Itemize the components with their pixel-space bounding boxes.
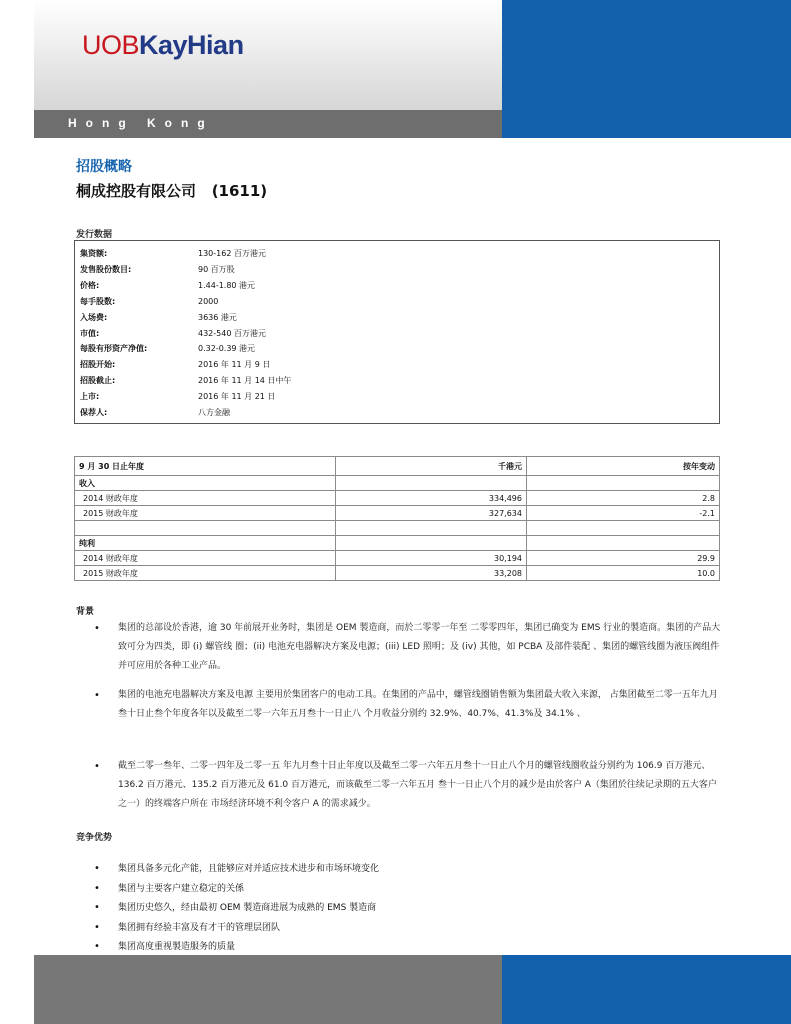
issue-label: 集资额: xyxy=(80,249,108,258)
table-row: 2014 财政年度 30,194 29.9 xyxy=(75,551,720,566)
issue-value: 432-540 百万港元 xyxy=(198,328,266,338)
bullet: • xyxy=(94,761,100,772)
advantages-section-title: 竞争优势 xyxy=(76,833,113,843)
issue-row xyxy=(80,391,275,402)
advantage-text: 集团与主要客户建立稳定的关係 xyxy=(118,883,245,894)
issue-value: 2016 年 11 月 14 日中午 xyxy=(198,376,292,386)
list-item xyxy=(94,900,376,913)
issue-value: 2016 年 11 月 21 日 xyxy=(198,392,276,402)
table-header-row xyxy=(75,457,720,476)
header-period: 9 月 30 日止年度 xyxy=(75,457,336,476)
table-row: 2014 财政年度 334,496 2.8 xyxy=(75,491,720,506)
header-value: 千港元 xyxy=(336,457,527,476)
advantage-text: 集团具备多元化产能，且能够应对并适应技术进步和市场环境变化 xyxy=(118,864,380,874)
advantage-text: 集团拥有经验丰富及有才干的管理层团队 xyxy=(118,922,281,933)
issue-value: 130-162 百万港元 xyxy=(198,249,266,258)
issue-value: 2016 年 11 月 9 日 xyxy=(198,360,271,370)
issue-label: 招股截止: xyxy=(80,376,116,386)
table-row xyxy=(75,476,720,491)
list-item xyxy=(94,861,379,874)
header-blue-block xyxy=(502,0,791,138)
uob-kayhian-logo: UOBKayHian xyxy=(82,30,244,60)
issue-label: 发售股份数目: xyxy=(80,264,132,274)
issue-value: 3636 港元 xyxy=(198,312,237,322)
issue-value: 90 百万股 xyxy=(198,264,235,274)
issue-row xyxy=(80,280,255,291)
issue-row xyxy=(80,296,218,307)
background-paragraph: 集团的总部设於香港，逾 30 年前展开业务时，集团是 OEM 製造商，而於二零零一年至 二零零四年，集团已确变为 EMS 行业的製造商。集团的产品大致可分为四类，即 (i) 螺管线 圈；(ii) 电池充电器解决方案及电源；(iii) LED 照明；及 (iv) 其他，如 PCBA 及部件装配 、集团的螺管线圈为液压阀组件并可应用於各种工业产品。 xyxy=(118,623,721,671)
issue-row xyxy=(80,328,266,339)
issue-row xyxy=(80,248,266,259)
bullet: • xyxy=(94,623,100,634)
page-title xyxy=(76,180,267,201)
issue-label: 招股开始: xyxy=(80,360,116,370)
issue-label: 入场费: xyxy=(80,312,108,322)
bullet: • xyxy=(94,882,100,894)
list-item xyxy=(94,939,235,952)
bullet: • xyxy=(94,921,100,933)
table-row: 2015 财政年度 33,208 10.0 xyxy=(75,566,720,581)
issue-label: 上市: xyxy=(80,392,100,402)
table-row xyxy=(75,521,720,536)
footer-band xyxy=(34,955,502,1024)
document-type: 招股概略 xyxy=(76,159,132,175)
issue-row xyxy=(80,359,270,370)
issue-label: 保荐人: xyxy=(80,408,108,417)
issue-value: 0.32-0.39 港元 xyxy=(198,344,256,354)
stock-code: (1611) xyxy=(211,182,268,200)
issue-value: 八方金融 xyxy=(198,408,230,417)
table-row xyxy=(75,536,720,551)
bullet: • xyxy=(94,941,100,953)
issue-row xyxy=(80,312,237,323)
list-item xyxy=(94,920,280,933)
background-paragraph: 集团的电池充电器解决方案及电源 主要用於集团客户的电动工具。在集团的产品中，螺管线圈销售额为集团最大收入来源， 占集团截至二零一五年九月叁十日止叁个年度各年以及截至二零一六年五月叁十一日止八 个月收益分别约 32.9%、40.7%、41.3%及 34.1% 、 xyxy=(118,690,718,719)
issue-label: 市值: xyxy=(80,328,100,338)
issue-value: 1.44-1.80 港元 xyxy=(198,280,256,290)
footer-blue-block xyxy=(502,955,791,1024)
issue-label: 价格: xyxy=(80,280,100,290)
background-paragraph: 截至二零一叁年、二零一四年及二零一五 年九月叁十日止年度以及截至二零一六年五月叁十一日止八个月的螺管线圈收益分别约为 106.9 百万港元、136.2 百万港元、135.2 百万港元及 61.0 百万港元，而该截至二零一六年五月 叁十一日止八个月的减少是由於客户 A（集团於往续记录期的五大客户之一）的终端客户所在 市场经济环境不利令客户 A 的需求减少。 xyxy=(118,761,717,809)
category-label: 纯利 xyxy=(75,536,336,551)
region-label: Hong Kong xyxy=(68,116,214,130)
category-label: 收入 xyxy=(75,476,336,491)
issue-label: 每股有形资产净值: xyxy=(80,344,148,354)
issue-section-title: 发行数据 xyxy=(76,230,113,240)
financials-table xyxy=(74,456,720,581)
header-change: 按年变动 xyxy=(527,457,720,476)
issue-row xyxy=(80,407,230,418)
background-section-title: 背景 xyxy=(76,607,95,617)
bullet: • xyxy=(94,863,100,874)
table-row: 2015 财政年度 327,634 -2.1 xyxy=(75,506,720,521)
issue-row xyxy=(80,375,291,386)
issue-row xyxy=(80,264,235,275)
company-name: 桐成控股有限公司 xyxy=(76,182,197,200)
bullet: • xyxy=(94,902,100,914)
issue-label: 每手股数: xyxy=(80,296,116,306)
issue-value: 2000 xyxy=(198,296,219,306)
bullet: • xyxy=(94,690,100,701)
advantage-text: 集团历史悠久，经由最初 OEM 製造商进展为成熟的 EMS 製造商 xyxy=(118,903,377,914)
advantage-text: 集团高度重视製造服务的质量 xyxy=(118,942,236,953)
list-item xyxy=(94,881,244,894)
issue-row xyxy=(80,343,255,354)
